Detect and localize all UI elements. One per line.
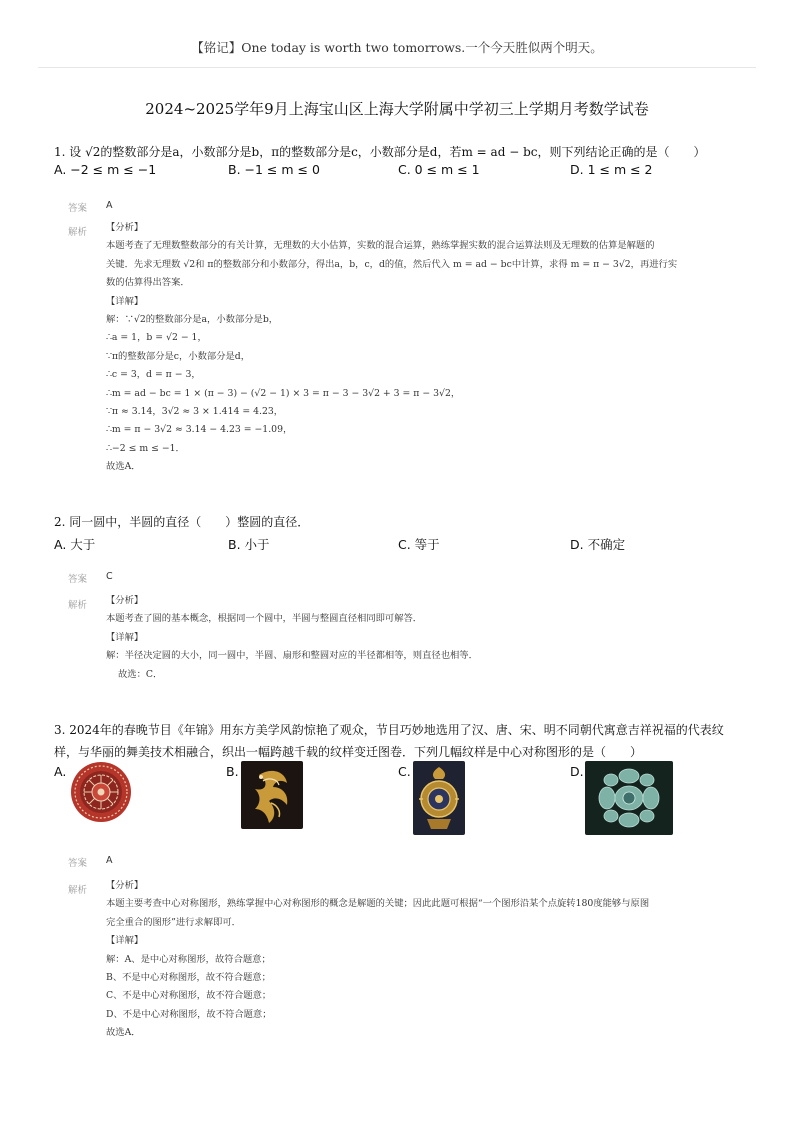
analysis-line: ∴m = ad − bc = 1 × (π − 3) − (√2 − 1) × 3 = π − 3 − 3√2 + 3 = π − 3√2， [106, 387, 461, 399]
q1-analysis-label: 解析 [68, 227, 88, 238]
q3-stem-line-2: 样，与华丽的舞美技术相融合，织出一幅跨越千载的纹样变迁图卷．下列几幅纹样是中心对称图形的是（ ） [54, 745, 643, 759]
q2-option-c: C. 等于 [398, 537, 440, 552]
q2-answer-label: 答案 [68, 574, 88, 585]
q3-option-c-label: C. [398, 764, 411, 779]
q3-pattern-a-image [70, 761, 132, 823]
header-divider [38, 67, 756, 68]
analysis-line: 故选A． [106, 461, 141, 473]
analysis-line: ∴a = 1，b = √2 − 1， [106, 332, 207, 344]
analysis-line: 【详解】 [106, 295, 144, 307]
analysis-line: ∴m = π − 3√2 ≈ 3.14 − 4.23 = −1.09， [106, 424, 293, 436]
q1-option-d: D. 1 ≤ m ≤ 2 [570, 162, 653, 177]
analysis-line: 本题考查了圆的基本概念，根据同一个圆中，半圆与整圆直径相同即可解答． [106, 613, 423, 625]
analysis-line: 本题考查了无理数整数部分的有关计算，无理数的大小估算，实数的混合运算，熟练掌握实数的混合运算法则及无理数的估算是解题的 [106, 240, 655, 252]
analysis-line: 故选A． [106, 1027, 141, 1039]
q1-answer: A [106, 200, 113, 211]
analysis-line: ∴c = 3，d = π − 3， [106, 369, 201, 381]
q2-analysis [106, 592, 726, 684]
page-title: 2024~2025学年9月上海宝山区上海大学附属中学初三上学期月考数学试卷 [145, 100, 649, 118]
analysis-line: 解：半径决定圆的大小，同一圆中，半圆、扇形和整圆对应的半径都相等，则直径也相等． [106, 650, 478, 662]
analysis-line: 解：∵√2的整数部分是a，小数部分是b， [106, 314, 279, 326]
q3-stem-line-1: 3. 2024年的春晚节目《年锦》用东方美学风韵惊艳了观众，节目巧妙地选用了汉、唐、宋、明不同朝代寓意吉祥祝福的代表纹 [54, 723, 724, 737]
analysis-line: D、不是中心对称图形，故不符合题意； [106, 1008, 272, 1020]
analysis-line: 【分析】 [106, 222, 144, 233]
q3-option-d-label: D. [570, 764, 584, 779]
analysis-line: 【分析】 [106, 880, 144, 891]
analysis-line: 数的估算得出答案． [106, 277, 190, 289]
q3-pattern-d-image [585, 761, 673, 835]
q3-pattern-b-image [241, 761, 303, 829]
q1-answer-label: 答案 [68, 203, 88, 214]
q2-option-a: A. 大于 [54, 537, 96, 552]
analysis-line: 【详解】 [106, 935, 144, 947]
q2-option-d: D. 不确定 [570, 537, 626, 552]
analysis-line: 完全重合的图形”进行求解即可． [106, 916, 241, 928]
analysis-line: 本题主要考查中心对称图形，熟练掌握中心对称图形的概念是解题的关键；因此此题可根据“一个图形沿某个点旋转180度能够与原图 [106, 898, 650, 910]
q1-analysis [106, 219, 726, 477]
motto: 【铭记】One today is worth two tomorrows.一个今天胜似两个明天。 [191, 40, 603, 55]
analysis-line: ∵π的整数部分是c，小数部分是d， [106, 350, 251, 362]
q3-option-b-label: B. [226, 764, 239, 779]
analysis-line: 关键．先求无理数 √2和 π的整数部分和小数部分，得出a，b，c，d的值，然后代入 m = ad − bc中计算，求得 m = π − 3√2，再进行实 [106, 258, 678, 270]
analysis-line: 解：A、是中心对称图形，故符合题意； [106, 953, 271, 965]
analysis-line: 【详解】 [106, 631, 144, 643]
q1-option-c: C. 0 ≤ m ≤ 1 [398, 162, 480, 177]
analysis-line: B、不是中心对称图形，故不符合题意； [106, 972, 271, 984]
analysis-line: C、不是中心对称图形，故不符合题意； [106, 990, 272, 1002]
analysis-line: 【分析】 [106, 595, 144, 606]
analysis-line: ∴−2 ≤ m ≤ −1． [106, 442, 185, 454]
q1-option-a: A. −2 ≤ m ≤ −1 [54, 162, 157, 177]
q3-analysis [106, 877, 726, 1043]
q3-pattern-c-image [413, 761, 465, 835]
q1-option-b: B. −1 ≤ m ≤ 0 [228, 162, 320, 177]
analysis-line: 故选：C． [118, 668, 163, 680]
q3-answer-label: 答案 [68, 858, 88, 869]
q2-analysis-label: 解析 [68, 600, 88, 611]
q3-analysis-label: 解析 [68, 885, 88, 896]
q2-answer: C [106, 571, 113, 582]
q3-answer: A [106, 855, 113, 866]
q3-option-a-label: A. [54, 764, 67, 779]
analysis-line: ∵π ≈ 3.14，3√2 ≈ 3 × 1.414 = 4.23， [106, 406, 284, 418]
q2-stem: 2. 同一圆中，半圆的直径（ ）整圆的直径． [54, 515, 310, 529]
q1-stem: 1. 设 √2的整数部分是a，小数部分是b，π的整数部分是c，小数部分是d，若m = ad − bc，则下列结论正确的是（ ） [54, 145, 706, 159]
q2-option-b: B. 小于 [228, 537, 270, 552]
